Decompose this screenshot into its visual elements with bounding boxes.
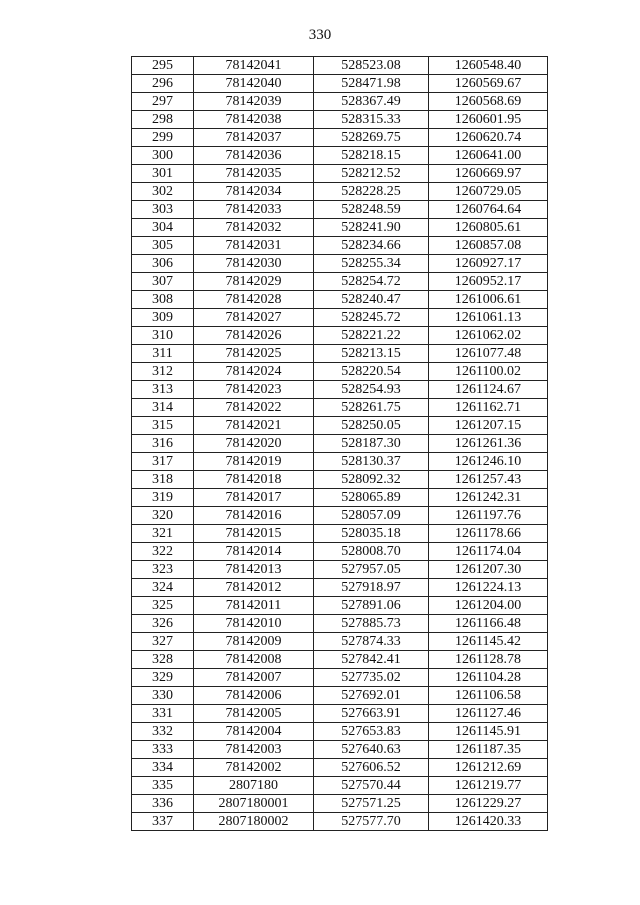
y-coordinate-cell: 1261128.78 (429, 651, 548, 669)
coordinates-table-body (132, 57, 548, 831)
x-coordinate-cell: 528241.90 (314, 219, 429, 237)
x-coordinate-cell: 528092.32 (314, 471, 429, 489)
row-index-cell: 327 (132, 633, 194, 651)
table-row (132, 165, 548, 183)
y-coordinate-cell: 1261106.58 (429, 687, 548, 705)
x-coordinate-cell: 527735.02 (314, 669, 429, 687)
x-coordinate-cell: 527571.25 (314, 795, 429, 813)
y-coordinate-cell: 1261145.42 (429, 633, 548, 651)
table-row (132, 705, 548, 723)
row-index-cell: 306 (132, 255, 194, 273)
x-coordinate-cell: 528254.93 (314, 381, 429, 399)
x-coordinate-cell: 527885.73 (314, 615, 429, 633)
x-coordinate-cell: 528187.30 (314, 435, 429, 453)
x-coordinate-cell: 528228.25 (314, 183, 429, 201)
row-index-cell: 325 (132, 597, 194, 615)
point-id-cell: 78142021 (194, 417, 314, 435)
y-coordinate-cell: 1261261.36 (429, 435, 548, 453)
table-row (132, 201, 548, 219)
y-coordinate-cell: 1261124.67 (429, 381, 548, 399)
y-coordinate-cell: 1260568.69 (429, 93, 548, 111)
table-row (132, 489, 548, 507)
y-coordinate-cell: 1261174.04 (429, 543, 548, 561)
row-index-cell: 337 (132, 813, 194, 831)
x-coordinate-cell: 528255.34 (314, 255, 429, 273)
table-row (132, 777, 548, 795)
point-id-cell: 78142025 (194, 345, 314, 363)
x-coordinate-cell: 528213.15 (314, 345, 429, 363)
y-coordinate-cell: 1261212.69 (429, 759, 548, 777)
x-coordinate-cell: 528254.72 (314, 273, 429, 291)
y-coordinate-cell: 1260857.08 (429, 237, 548, 255)
point-id-cell: 78142034 (194, 183, 314, 201)
row-index-cell: 326 (132, 615, 194, 633)
y-coordinate-cell: 1261197.76 (429, 507, 548, 525)
point-id-cell: 78142017 (194, 489, 314, 507)
table-row (132, 507, 548, 525)
table-row (132, 93, 548, 111)
y-coordinate-cell: 1261257.43 (429, 471, 548, 489)
y-coordinate-cell: 1260620.74 (429, 129, 548, 147)
y-coordinate-cell: 1261100.02 (429, 363, 548, 381)
y-coordinate-cell: 1260669.97 (429, 165, 548, 183)
x-coordinate-cell: 527653.83 (314, 723, 429, 741)
y-coordinate-cell: 1261062.02 (429, 327, 548, 345)
row-index-cell: 318 (132, 471, 194, 489)
table-row (132, 453, 548, 471)
row-index-cell: 336 (132, 795, 194, 813)
point-id-cell: 78142033 (194, 201, 314, 219)
table-row (132, 147, 548, 165)
x-coordinate-cell: 528218.15 (314, 147, 429, 165)
table-row (132, 381, 548, 399)
point-id-cell: 78142036 (194, 147, 314, 165)
table-row (132, 633, 548, 651)
row-index-cell: 301 (132, 165, 194, 183)
x-coordinate-cell: 528220.54 (314, 363, 429, 381)
x-coordinate-cell: 528240.47 (314, 291, 429, 309)
point-id-cell: 78142011 (194, 597, 314, 615)
y-coordinate-cell: 1261219.77 (429, 777, 548, 795)
y-coordinate-cell: 1261006.61 (429, 291, 548, 309)
x-coordinate-cell: 528065.89 (314, 489, 429, 507)
row-index-cell: 317 (132, 453, 194, 471)
x-coordinate-cell: 527692.01 (314, 687, 429, 705)
point-id-cell: 78142022 (194, 399, 314, 417)
row-index-cell: 322 (132, 543, 194, 561)
x-coordinate-cell: 528212.52 (314, 165, 429, 183)
row-index-cell: 313 (132, 381, 194, 399)
y-coordinate-cell: 1260729.05 (429, 183, 548, 201)
x-coordinate-cell: 527918.97 (314, 579, 429, 597)
y-coordinate-cell: 1260764.64 (429, 201, 548, 219)
table-row (132, 813, 548, 831)
table-row (132, 435, 548, 453)
x-coordinate-cell: 527957.05 (314, 561, 429, 579)
point-id-cell: 78142013 (194, 561, 314, 579)
row-index-cell: 323 (132, 561, 194, 579)
row-index-cell: 305 (132, 237, 194, 255)
x-coordinate-cell: 528471.98 (314, 75, 429, 93)
x-coordinate-cell: 527874.33 (314, 633, 429, 651)
y-coordinate-cell: 1260569.67 (429, 75, 548, 93)
y-coordinate-cell: 1261145.91 (429, 723, 548, 741)
point-id-cell: 78142019 (194, 453, 314, 471)
table-row (132, 525, 548, 543)
row-index-cell: 332 (132, 723, 194, 741)
point-id-cell: 78142039 (194, 93, 314, 111)
table-row (132, 309, 548, 327)
x-coordinate-cell: 528057.09 (314, 507, 429, 525)
point-id-cell: 78142007 (194, 669, 314, 687)
y-coordinate-cell: 1261207.15 (429, 417, 548, 435)
point-id-cell: 78142006 (194, 687, 314, 705)
point-id-cell: 78142028 (194, 291, 314, 309)
point-id-cell: 2807180001 (194, 795, 314, 813)
y-coordinate-cell: 1260805.61 (429, 219, 548, 237)
point-id-cell: 78142010 (194, 615, 314, 633)
point-id-cell: 78142038 (194, 111, 314, 129)
y-coordinate-cell: 1260548.40 (429, 57, 548, 75)
row-index-cell: 299 (132, 129, 194, 147)
table-row (132, 615, 548, 633)
point-id-cell: 78142040 (194, 75, 314, 93)
table-row (132, 75, 548, 93)
point-id-cell: 78142030 (194, 255, 314, 273)
point-id-cell: 2807180 (194, 777, 314, 795)
x-coordinate-cell: 527663.91 (314, 705, 429, 723)
y-coordinate-cell: 1261166.48 (429, 615, 548, 633)
point-id-cell: 78142012 (194, 579, 314, 597)
point-id-cell: 78142037 (194, 129, 314, 147)
row-index-cell: 335 (132, 777, 194, 795)
y-coordinate-cell: 1261104.28 (429, 669, 548, 687)
y-coordinate-cell: 1261061.13 (429, 309, 548, 327)
table-row (132, 561, 548, 579)
y-coordinate-cell: 1261207.30 (429, 561, 548, 579)
table-row (132, 345, 548, 363)
point-id-cell: 78142032 (194, 219, 314, 237)
y-coordinate-cell: 1261242.31 (429, 489, 548, 507)
y-coordinate-cell: 1261162.71 (429, 399, 548, 417)
table-row (132, 237, 548, 255)
row-index-cell: 312 (132, 363, 194, 381)
row-index-cell: 319 (132, 489, 194, 507)
row-index-cell: 331 (132, 705, 194, 723)
table-row (132, 687, 548, 705)
x-coordinate-cell: 528269.75 (314, 129, 429, 147)
point-id-cell: 2807180002 (194, 813, 314, 831)
row-index-cell: 309 (132, 309, 194, 327)
point-id-cell: 78142002 (194, 759, 314, 777)
y-coordinate-cell: 1260927.17 (429, 255, 548, 273)
table-row (132, 723, 548, 741)
x-coordinate-cell: 528261.75 (314, 399, 429, 417)
x-coordinate-cell: 527891.06 (314, 597, 429, 615)
table-row (132, 291, 548, 309)
row-index-cell: 315 (132, 417, 194, 435)
row-index-cell: 316 (132, 435, 194, 453)
page-number: 330 (308, 27, 332, 43)
y-coordinate-cell: 1261077.48 (429, 345, 548, 363)
point-id-cell: 78142014 (194, 543, 314, 561)
y-coordinate-cell: 1261229.27 (429, 795, 548, 813)
x-coordinate-cell: 528035.18 (314, 525, 429, 543)
row-index-cell: 310 (132, 327, 194, 345)
x-coordinate-cell: 528250.05 (314, 417, 429, 435)
table-row (132, 57, 548, 75)
point-id-cell: 78142035 (194, 165, 314, 183)
row-index-cell: 303 (132, 201, 194, 219)
y-coordinate-cell: 1260641.00 (429, 147, 548, 165)
y-coordinate-cell: 1261420.33 (429, 813, 548, 831)
row-index-cell: 295 (132, 57, 194, 75)
point-id-cell: 78142023 (194, 381, 314, 399)
x-coordinate-cell: 528221.22 (314, 327, 429, 345)
table-row (132, 327, 548, 345)
row-index-cell: 304 (132, 219, 194, 237)
point-id-cell: 78142015 (194, 525, 314, 543)
x-coordinate-cell: 528008.70 (314, 543, 429, 561)
y-coordinate-cell: 1260952.17 (429, 273, 548, 291)
point-id-cell: 78142016 (194, 507, 314, 525)
table-row (132, 399, 548, 417)
point-id-cell: 78142005 (194, 705, 314, 723)
row-index-cell: 300 (132, 147, 194, 165)
row-index-cell: 302 (132, 183, 194, 201)
coordinates-table (131, 56, 548, 831)
x-coordinate-cell: 527640.63 (314, 741, 429, 759)
row-index-cell: 320 (132, 507, 194, 525)
x-coordinate-cell: 527570.44 (314, 777, 429, 795)
point-id-cell: 78142018 (194, 471, 314, 489)
row-index-cell: 308 (132, 291, 194, 309)
table-row (132, 111, 548, 129)
y-coordinate-cell: 1261224.13 (429, 579, 548, 597)
row-index-cell: 296 (132, 75, 194, 93)
point-id-cell: 78142003 (194, 741, 314, 759)
table-row (132, 363, 548, 381)
row-index-cell: 329 (132, 669, 194, 687)
point-id-cell: 78142041 (194, 57, 314, 75)
y-coordinate-cell: 1261178.66 (429, 525, 548, 543)
point-id-cell: 78142029 (194, 273, 314, 291)
row-index-cell: 321 (132, 525, 194, 543)
row-index-cell: 334 (132, 759, 194, 777)
table-row (132, 597, 548, 615)
table-row (132, 255, 548, 273)
x-coordinate-cell: 528315.33 (314, 111, 429, 129)
y-coordinate-cell: 1261246.10 (429, 453, 548, 471)
y-coordinate-cell: 1260601.95 (429, 111, 548, 129)
row-index-cell: 314 (132, 399, 194, 417)
row-index-cell: 307 (132, 273, 194, 291)
point-id-cell: 78142031 (194, 237, 314, 255)
row-index-cell: 311 (132, 345, 194, 363)
point-id-cell: 78142008 (194, 651, 314, 669)
table-row (132, 417, 548, 435)
x-coordinate-cell: 528248.59 (314, 201, 429, 219)
row-index-cell: 298 (132, 111, 194, 129)
table-row (132, 471, 548, 489)
row-index-cell: 330 (132, 687, 194, 705)
x-coordinate-cell: 528234.66 (314, 237, 429, 255)
x-coordinate-cell: 528130.37 (314, 453, 429, 471)
row-index-cell: 328 (132, 651, 194, 669)
x-coordinate-cell: 527842.41 (314, 651, 429, 669)
x-coordinate-cell: 528367.49 (314, 93, 429, 111)
point-id-cell: 78142004 (194, 723, 314, 741)
y-coordinate-cell: 1261204.00 (429, 597, 548, 615)
row-index-cell: 333 (132, 741, 194, 759)
table-row (132, 129, 548, 147)
y-coordinate-cell: 1261187.35 (429, 741, 548, 759)
table-row (132, 543, 548, 561)
y-coordinate-cell: 1261127.46 (429, 705, 548, 723)
table-row (132, 219, 548, 237)
point-id-cell: 78142024 (194, 363, 314, 381)
point-id-cell: 78142009 (194, 633, 314, 651)
table-row (132, 741, 548, 759)
table-row (132, 669, 548, 687)
x-coordinate-cell: 528523.08 (314, 57, 429, 75)
table-row (132, 651, 548, 669)
point-id-cell: 78142026 (194, 327, 314, 345)
table-row (132, 759, 548, 777)
row-index-cell: 297 (132, 93, 194, 111)
x-coordinate-cell: 527606.52 (314, 759, 429, 777)
table-row (132, 579, 548, 597)
point-id-cell: 78142027 (194, 309, 314, 327)
x-coordinate-cell: 527577.70 (314, 813, 429, 831)
table-row (132, 183, 548, 201)
point-id-cell: 78142020 (194, 435, 314, 453)
table-row (132, 795, 548, 813)
table-row (132, 273, 548, 291)
x-coordinate-cell: 528245.72 (314, 309, 429, 327)
row-index-cell: 324 (132, 579, 194, 597)
